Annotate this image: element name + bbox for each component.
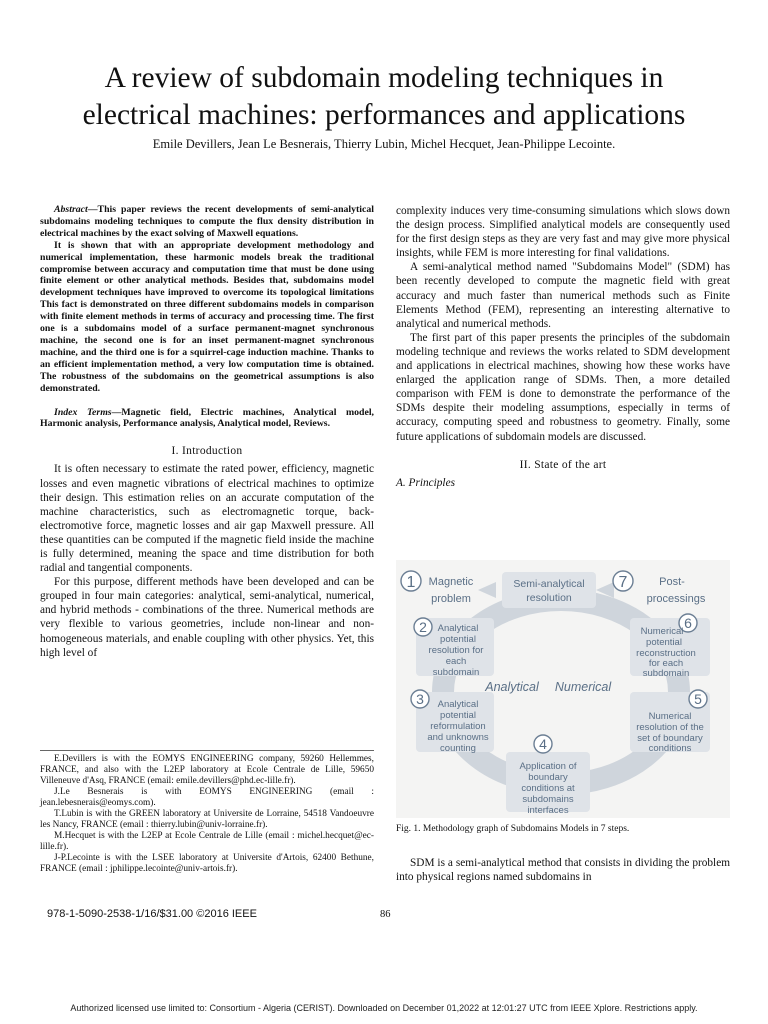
footer-isbn: 978-1-5090-2538-1/16/$31.00 ©2016 IEEE: [47, 908, 257, 920]
footnote-hecquet: M.Hecquet is with the L2EP at Ecole Centrale de Lille (email : michel.hecquet@ec-lille.fr).: [40, 831, 374, 852]
right-paragraph-1: complexity induces very time-consuming simulations which slows down the design process. Simplified analytical models are consequently used for the first design steps as they are very fast and may give more physical insights, while FEM is more interesting for final validations.: [396, 205, 730, 260]
abstract-p1: —This paper reviews the recent developments of semi-analytical subdomains modeling techniques to compute the flux density distribution in electrical machines by the exact solving of Maxwell equations.: [40, 204, 374, 239]
step3-number: 3: [416, 691, 424, 707]
step5-number: 5: [694, 691, 702, 707]
step7-number: 7: [618, 574, 628, 591]
section-heading-introduction: I. Introduction: [171, 445, 243, 458]
step2-number: 2: [419, 619, 427, 635]
footnotes: [40, 750, 374, 875]
index-terms-text: —Magnetic field, Electric machines, Analytical model, Harmonic analysis, Performance analysis, Analytical model, Reviews.: [40, 406, 374, 430]
step2-label: Analytical potential resolution for each subdomain: [428, 623, 484, 678]
right-column: [396, 204, 730, 490]
methodology-figure: [396, 560, 730, 818]
figure-caption: Fig. 1. Methodology graph of Subdomains Models in 7 steps.: [396, 824, 630, 834]
abstract-p2: It is shown that with an appropriate development methodology and numerical implementation, these harmonic models break the traditional compromise between accuracy and computation time that must be done using finite element or other analytical methods. Besides that, subdomains model development techniques have improved to overcome its topological limitations This fact is demonstrated on three different subdomains models in comparison with finite element methods in terms of accuracy and processing time. The first one is a subdomains model of a surface permanent-magnet synchronous machine, the second one is for an inset permanent-magnet synchronous machine, and the third one is for a squirrel-cage induction machine. Thanks to an efficient implementation method, a very low computation time is obtained. The robustness of the subdomains on the geometrical assumptions is also demonstrated.: [40, 239, 374, 394]
index-terms-lead: Index Terms: [54, 406, 112, 418]
footnote-rule: [40, 750, 374, 751]
intro-paragraph-1: It is often necessary to estimate the rated power, efficiency, magnetic losses and even magnetic vibrations of electrical machines to optimize their design. This estimation relies on an accurate computation of the machine characteristics, such as electromagnetic torque, back-electromotive force, magnetic losses and air gap Maxwell pressure. All these quantities can be computed if the magnetic field inside the machine is fully determined, meaning the space and time distribution for both radial and tangential components.: [40, 463, 374, 575]
step4-number: 4: [539, 736, 547, 752]
abstract: [40, 204, 374, 395]
footnote-lubin: T.Lubin is with the GREEN laboratory at Universite de Lorraine, 54518 Vandoeuvre les Nancy, FRANCE (email : thierry.lubin@univ-lorraine.fr).: [40, 809, 374, 830]
step4-label: Application of boundary conditions at subdomains interfaces: [519, 761, 577, 816]
title-line-2: electrical machines: performances and applications: [82, 99, 686, 131]
footnote-lecointe: J-P.Lecointe is with the LSEE laboratory at Universite d'Artois, 62400 Bethune, FRANCE (email : jphilippe.lecointe@univ-artois.fr).: [40, 853, 374, 874]
step6-number: 6: [684, 615, 692, 631]
subsection-heading-principles: A. Principles: [396, 476, 455, 489]
step7-label: Post-processings: [646, 576, 706, 605]
step6-label: Numerical potential reconstruction for each subdomain: [636, 626, 696, 679]
methodology-diagram: [396, 560, 730, 818]
page-number: 86: [380, 909, 391, 920]
step1-label: Magnetic problem: [428, 576, 474, 605]
arrow-left-icon: [478, 582, 496, 598]
abstract-lead: Abstract: [54, 204, 88, 215]
section-heading-state-of-art: II. State of the art: [519, 458, 607, 471]
license-notice: Authorized licensed use limited to: Consortium - Algeria (CERIST). Downloaded on December 01,2022 at 12:01:27 UTC from IEEE Xplore. Restrictions apply.: [70, 1003, 698, 1013]
index-terms: [40, 407, 374, 431]
step3-label: Analytical potential reformulation and unknowns counting: [427, 699, 489, 754]
numerical-label: Numerical: [554, 680, 612, 694]
intro-paragraph-2: For this purpose, different methods have been developed and can be grouped in four main categories: analytical, semi-analytical, numerical, and hybrid methods - combinations of the three. Numerical methods are very flexible to various geometries, include non-linear and non-homogeneous materials, and enable coupling with other physics. Yet, this high level of: [40, 576, 374, 659]
right-paragraph-2: A semi-analytical method named "Subdomains Model" (SDM) has been recently developed to compute the magnetic field with great accuracy and much faster than numerical methods such as Finite Elements Method (FEM), representing an interesting alternative to analytical and numerical methods.: [396, 261, 730, 330]
title-line-1: A review of subdomain modeling techniques in: [104, 62, 664, 94]
paper-title: [20, 60, 748, 134]
after-figure-text: [396, 856, 730, 884]
analytical-label: Analytical: [485, 680, 539, 694]
step5-label: Numerical resolution of the set of boundary conditions: [636, 711, 704, 754]
footnote-lebesnerais: J.Le Besnerais is with EOMYS ENGINEERING (email : jean.lebesnerais@eomys.com).: [40, 787, 374, 808]
author-list: Emile Devillers, Jean Le Besnerais, Thierry Lubin, Michel Hecquet, Jean-Philippe Lecointe.: [152, 137, 616, 151]
right-paragraph-3: The first part of this paper presents the principles of the subdomain modeling technique and reviews the works related to SDM development and applications in electrical machines, showing how these works have enlarged the application range of SDMs. Then, a more detailed comparison with FEM is done to demonstrate the performance of the SDMs despite their modeling assumptions, especially in terms of accuracy, computing speed and robustness to geometry. Finally, some future applications of subdomain models are discussed.: [396, 331, 730, 443]
step1-number: 1: [406, 574, 416, 591]
after-figure-paragraph: SDM is a semi-analytical method that consists in dividing the problem into physical regions named subdomains in: [396, 857, 730, 884]
left-column: [40, 204, 374, 660]
center-top-label: Semi-analytical resolution: [513, 578, 585, 604]
footnote-devillers: E.Devillers is with the EOMYS ENGINEERING company, 59260 Hellemmes, FRANCE, and also with the L2EP laboratory at Ecole Centrale de Lille, 59650 Villeneuve d'Asq, FRANCE (email: emile.devillers@phd.ec-lille.fr).: [40, 754, 374, 786]
